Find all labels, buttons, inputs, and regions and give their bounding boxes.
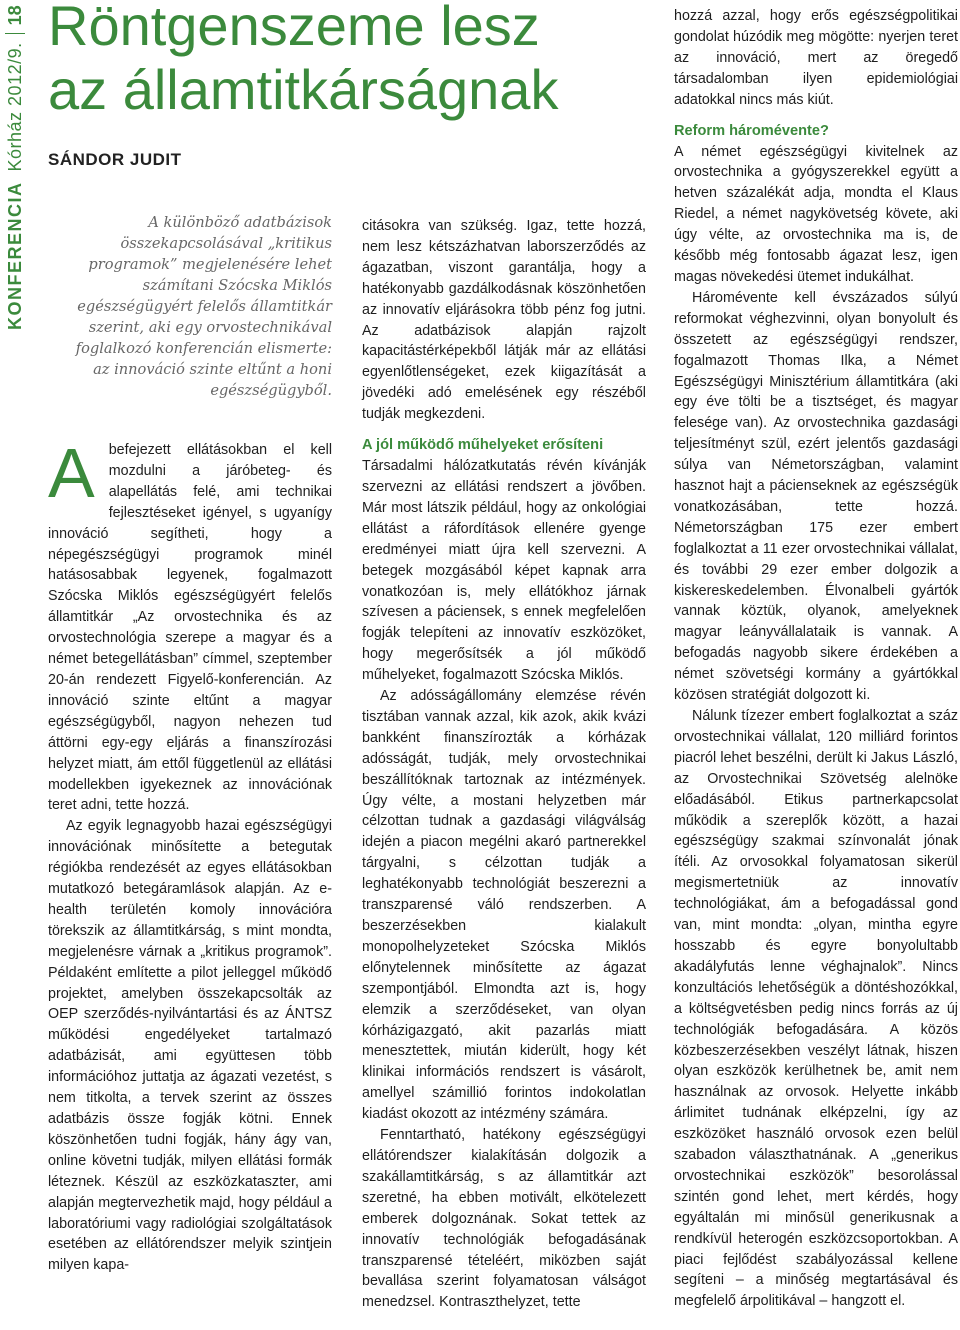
paragraph: Fenntartható, hatékony egészségügyi ellátórendszer kialakításán dolgozik a szakállamtitkárság, s az államtitkár azt szeretné, ha ebben motivált, elkötelezett emberek dolgoznának. Sokat tettek az innovatív technológiák befogadásának transzparensé tételéért, miközben saját bevallása szerint folyamatosan válságot menedzsel. Kontraszthelyzet, tette	[362, 1127, 646, 1311]
issue-label: Kórház 2012/9.	[5, 42, 25, 172]
subheading: Reform háromévente?	[674, 122, 829, 139]
column-3	[674, 6, 958, 1312]
section-label: KONFERENCIA	[5, 181, 25, 330]
paragraph: Háromévente kell évszázados súlyú reformokat véghezvinni, olyan bonyolult és összetett az egészségügyi rendszer, fogalmazott Thomas Ilka, a Német Egészségügyi Minisztérium államtitkára (aki egy éve tölti be a tisztséget, és magyar felesége van). Az orvostechnika gazdasági teljesítményt szül, ezért jelentős gazdasági súlya van Németországban, valamint hasznot hajt a pácienseknek az egészségük vonatkozásában, tette hozzá. Németországban 175 ezer embert foglalkoztat a 11 ezer orvostechnikai vállalat, és további 29 ezer ember dolgozik a kiskereskedelemben. Élvonalbeli gyártók vannak köztük, olyanok, amelyeknek magyar leányvállalataik is vannak. A befogadás nagyobb sikere érdekében a német szövetségi kormány a gyártókkal közösen stratégiát dolgozott ki.	[674, 289, 958, 704]
section-sidebar	[0, 0, 30, 330]
column-2	[362, 216, 646, 1313]
paragraph: Nálunk tízezer embert foglalkoztat a száz orvostechnikai vállalat, 120 milliárd forintos piacról lehet beszélni, derült ki Jakus László, az Orvostechnikai Szövetség alelnöke előadásából. Etikus partnerkapcsolat működik a szereplők között, a hazai egészségügy szakmai színvonalát jónak ítéli. Az orvosokkal folyamatosan sikerül megismertetniük az innovatív technológiákat, ám a befogadással gond van, mint mondta: „olyan, mintha egyre hosszabb és egyre bonyolultabb akadályfutás lenne véghajnalok”. Nincs konzultációs lehetőségük a döntéshozókkal, a költségvetésben pedig nincs forrás az új technológiák befogadására. A közös közbeszerzésekben veszélyt látnak, hiszen olyan eszközök kerülhetnek be, amit nem használnak az orvosok. Helyette inkább árlimitet tudnának elképzelni, így az eszközöket használó orvosok ezen belül szabadon választhatnának. A „generikus orvostechnikai eszközök” besorolással szintén gond lehet, mert kérdés, hogy egyáltalán mi minősül generikusnak a rendkívül heterogén eszközcsoportokban. A piaci fejlődést szabályozással kellene segíteni – a minőség megtartásával és megfelelő árpolitikával – hangzott el.	[674, 708, 958, 1310]
title-line-2: az államtitkárságnak	[48, 58, 559, 121]
title-line-1: Röntgenszeme lesz	[48, 0, 540, 57]
lead-paragraph: A különböző adatbázisok összekapcsolásával „kritikus programok” megjelenésére lehet számítani Szócska Miklós egészségügyért felelős államtitkár szerint, aki egy orvostechnikával foglalkozó konferencián elismerte: az innováció szinte eltűnt a honi egészségügyből.	[75, 214, 332, 399]
paragraph: Az adósságállomány elemzése révén tisztában vannak azzal, kik azok, akik kvázi bankként finanszírozták a kórházak adósságát, tudják, mely orvostechnikai beszállítóknak tartoznak az intézmények. Úgy vélte, a mostani helyzetben már célzottan tudnak a gazdasági világválság idején a piacon megélni akaró partnerekkel tárgyalni, s célzottan tudják a leghatékonyabb technológiát beszerezni a transzparensé váló rendszerben. A beszerzésekben kialakult monopolhelyzeteket Szócska Miklós előnytelennek minősítette az ágazat szempontjából. Elmondta azt is, hogy elemzik a szerződéseket, van olyan kórházigazgató, akit pazarlás miatt menesztettek, miután kiderült, hogy két klinikai információs rendszert is vásárolt, amellyel számillió forintos indokolatlan kiadást okozott az intézmény számára.	[362, 688, 646, 1123]
article-title	[48, 0, 608, 122]
column-1	[48, 434, 332, 1276]
page-number: 18	[5, 5, 25, 26]
sidebar-divider	[5, 33, 25, 34]
paragraph: A német egészségügyi kivitelnek az orvostechnika a gyógyszerekkel együtt a hetven százalékát adja, mondta el Klaus Riedel, a német nagykövetség követe, aki úgy vélte, az orvostechnika ma is, de később még fontosabb ágazat lesz, igen magas növekedési ütemet indukálhat.	[674, 143, 958, 285]
paragraph: befejezett ellátásokban el kell mozdulni a járóbeteg- és alapellátás felé, ami technikai fejlesztéseket igényel, s ugyanígy innováció segítheti, hogy a népegészségügyi programok minél hatásosabbak legyenek, fogalmazott Szócska Miklós egészségügyért felelős államtitkár „Az orvostechnika és az orvostechnológia szerepe a magyar és a német betegellátásban” címmel, szeptember 20-án rendezett Figyelő-konferencián. Az innováció szinte eltűnt a magyar egészségügyből, nagyon nehezen tud áttörni egy-egy eljárás a finanszírozási helyzet miatt, ám ettől függetlenül az ellátási modellekben igyekeznek az innovációnak teret adni, tette hozzá.	[48, 442, 332, 814]
paragraph: citásokra van szükség. Igaz, tette hozzá, nem lesz kétszázhatvan laborszerződés az ágazatban, viszont garantálja, hogy a hatékonyabb gazdálkodásnak köszönhetően az innovatív eljárásokra több pénz fog jutni. Az adatbázisok alapján rajzolt kapacitástérképekből látják már az ellátási egyenlőtlenségeket, ezek kiigazítását a jövedéki adó emelésének egy részéből tudják megkezdeni.	[362, 218, 646, 423]
paragraph: hozzá azzal, hogy erős egészségpolitikai gondolat húzódik meg mögötte: nyerjen teret az innováció, mert az öregedő társadalomban ilyen epidemiológiai adatokkal nincs más kiút.	[674, 8, 958, 108]
paragraph: Az egyik legnagyobb hazai egészségügyi innovációnak minősítette a betegutak régiókba rendezését az egyes ellátásokban mutatkozó betegáramlások alapján. Az e-health területén komoly innovációra törekszik az államtitkárság, s mint mondta, megjelenésre várnak a „kritikus programok”. Példaként említette a pilot jelleggel működő projektet, amelyben összekapcsolták az OEP szerződés-nyilvántartási és az ÁNTSZ működési engedélyeket tartalmazó adatbázisát, ami együttesen több információhoz juttatja az ágazati vezetést, s nem titkolta, a tervek szerint az összes adatbázis össze fogják kötni. Ennek köszönhetően tudni fogják, hány ágy van, online követni tudják, milyen ellátási formák léteznek. Készül az eszközkataszter, ami alapján megtervezhetik majd, hogy például a laboratóriumi vagy radiológiai szolgáltatások esetében az ellátórendszer melyik szintjein milyen kapa-	[48, 818, 332, 1274]
sidebar-text	[0, 0, 30, 330]
drop-cap: A	[48, 434, 95, 512]
paragraph: Társadalmi hálózatkutatás révén kívánják szervezni az ellátási rendszert a jövőben. Már most látszik például, hogy az onkológiai ellátást a ráfordítások ellenére gyenge eredményei miatt újra kell szervezni. A betegek mozgásából képet kapnak arra vonatkozóan is, mely ellátókhoz járnak szívesen a páciensek, s ennek megfelelően fogják telepíteni az innovatív eszközöket, hogy megerősítsék a jól működő műhelyeket, fogalmazott Szócska Miklós.	[362, 458, 646, 684]
subheading: A jól működő műhelyeket erősíteni	[362, 437, 604, 454]
author-byline: SÁNDOR JUDIT	[48, 150, 182, 169]
